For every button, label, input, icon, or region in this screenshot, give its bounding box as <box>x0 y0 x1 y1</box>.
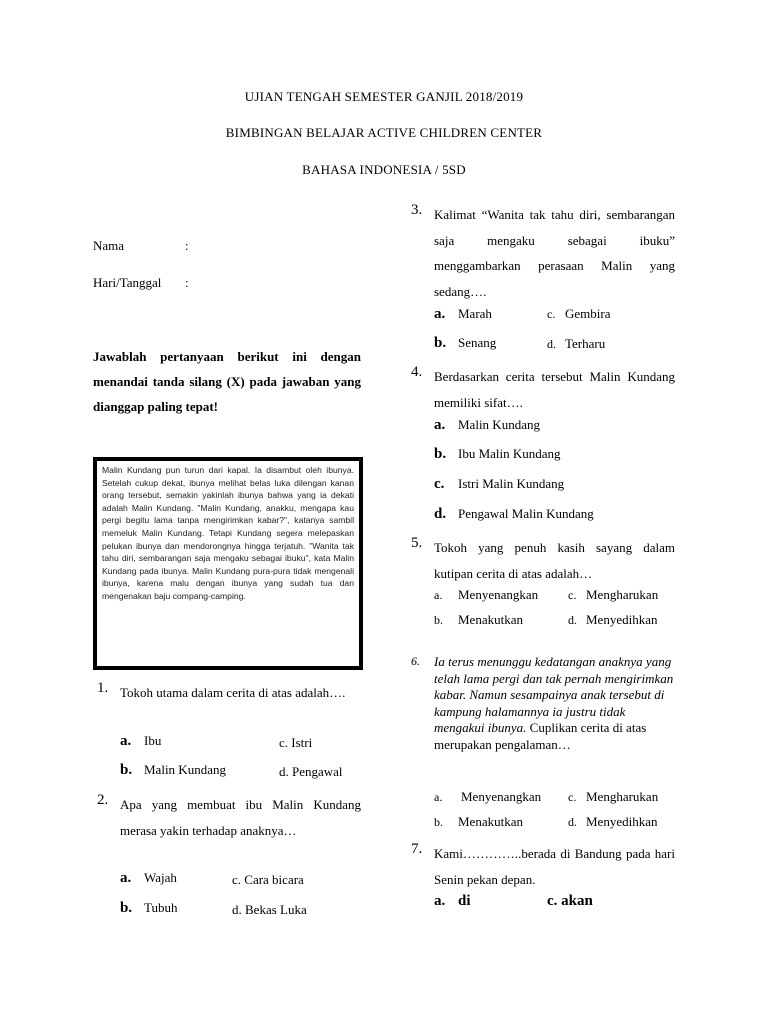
option-2d[interactable]: d. Bekas Luka <box>232 902 307 917</box>
question-text: Tokoh utama dalam cerita di atas adalah…. <box>120 685 346 700</box>
question-number: 1. <box>97 680 109 696</box>
question-number: 7. <box>411 841 423 857</box>
question-text: Berdasarkan cerita tersebut Malin Kundang memiliki sifat…. <box>434 369 675 410</box>
option-5b[interactable]: b. Menakutkan <box>434 612 523 627</box>
exam-title: UJIAN TENGAH SEMESTER GANJIL 2018/2019 <box>244 89 524 104</box>
option-2a[interactable]: a. Wajah <box>120 870 177 886</box>
question-1 <box>97 680 361 706</box>
story-box <box>93 457 363 670</box>
question-6 <box>411 654 674 753</box>
tanggal-label: Hari/Tanggal <box>93 275 162 290</box>
option-4d[interactable]: d. Pengawal Malin Kundang <box>434 506 594 522</box>
option-6b[interactable]: b. Menakutkan <box>434 814 523 829</box>
question-text: Tokoh yang penuh kasih sayang dalam kutipan cerita di atas adalah… <box>434 540 675 581</box>
question-5 <box>411 535 675 586</box>
option-3d[interactable]: d. Terharu <box>547 336 606 351</box>
option-4c[interactable]: c. Istri Malin Kundang <box>434 476 565 492</box>
question-text: Kalimat “Wanita tak tahu diri, sembarangan saja mengaku sebagai ibuku” menggambarkan perasaan Malin yang sedang…. <box>434 207 675 299</box>
option-1c[interactable]: c. Istri <box>279 735 313 750</box>
question-number: 5. <box>411 535 423 551</box>
question-7 <box>411 841 675 892</box>
question-text: Ia terus menunggu kedatangan anaknya yang telah lama pergi dan tak pernah mengirimkan kabar. Namun sesampainya anak tersebut di kampung halamannya ia justru tidak mengakui ibunya. Cuplikan cerita di atas merupakan pengalaman… <box>434 654 674 752</box>
option-1b[interactable]: b. Malin Kundang <box>120 762 226 778</box>
option-4b[interactable]: b. Ibu Malin Kundang <box>434 446 561 462</box>
option-6d[interactable]: d. Menyedihkan <box>568 814 658 829</box>
question-number: 3. <box>411 202 423 218</box>
option-4a[interactable]: a. Malin Kundang <box>434 417 540 433</box>
option-7a[interactable]: a. di <box>434 893 471 909</box>
option-6c[interactable]: c. Mengharukan <box>568 789 659 804</box>
instruction: Jawablah pertanyaan berikut ini dengan menandai tanda silang (X) pada jawaban yang dianggap paling tepat! <box>93 349 361 414</box>
question-2 <box>97 792 361 843</box>
question-number: 4. <box>411 364 423 380</box>
option-6a[interactable]: a. Menyenangkan <box>434 789 542 804</box>
option-3c[interactable]: c. Gembira <box>547 306 611 321</box>
tanggal-field[interactable] <box>93 275 189 291</box>
nama-colon: : <box>185 238 189 253</box>
tanggal-colon: : <box>185 275 189 290</box>
question-number: 2. <box>97 792 109 808</box>
option-7c[interactable]: c. akan <box>547 893 593 909</box>
option-5d[interactable]: d. Menyedihkan <box>568 612 658 627</box>
question-text: Apa yang membuat ibu Malin Kundang merasa yakin terhadap anaknya… <box>120 797 361 838</box>
story-text: Malin Kundang pun turun dari kapal. Ia disambut oleh ibunya. Setelah cukup dekat, ibunya melihat belas luka dilengan kanan orang tersebut, semakin yakinlah ibunya bahwa yang ia dekati adalah Malin Kundang. "Malin Kundang, anakku, mengapa kau pergi begitu lama tanpa mengirimkan kabar?", katanya sambil memeluk Malin Kundang. Tetapi Kundang segera melepaskan pelukan ibunya dan mendorongnya hingga terjatuh. "Wanita tak tahu diri, sembarangan saja mengaku sebagai ibuku", kata Malin Kundang pada ibunya. Malin Kundang pura-pura tidak mengenali ibunya, karena malu dengan ibunya yang sudah tua dan mengenakan baju compang-camping. <box>102 465 354 601</box>
nama-label: Nama <box>93 238 125 253</box>
question-4 <box>411 364 675 415</box>
question-3 <box>411 202 675 304</box>
option-2b[interactable]: b. Tubuh <box>120 900 178 916</box>
option-1d[interactable]: d. Pengawal <box>279 764 343 779</box>
option-2c[interactable]: c. Cara bicara <box>232 872 304 887</box>
option-3a[interactable]: a. Marah <box>434 306 492 322</box>
option-5c[interactable]: c. Mengharukan <box>568 587 659 602</box>
question-number: 6. <box>411 654 420 668</box>
nama-field[interactable] <box>93 238 189 254</box>
institution-name: BIMBINGAN BELAJAR ACTIVE CHILDREN CENTER <box>225 125 543 140</box>
option-3b[interactable]: b. Senang <box>434 335 497 351</box>
option-1a[interactable]: a. Ibu <box>120 733 162 749</box>
question-text: Kami…………..berada di Bandung pada hari Senin pekan depan. <box>434 846 675 887</box>
option-5a[interactable]: a. Menyenangkan <box>434 587 539 602</box>
subject-class: BAHASA INDONESIA / 5SD <box>302 162 466 177</box>
